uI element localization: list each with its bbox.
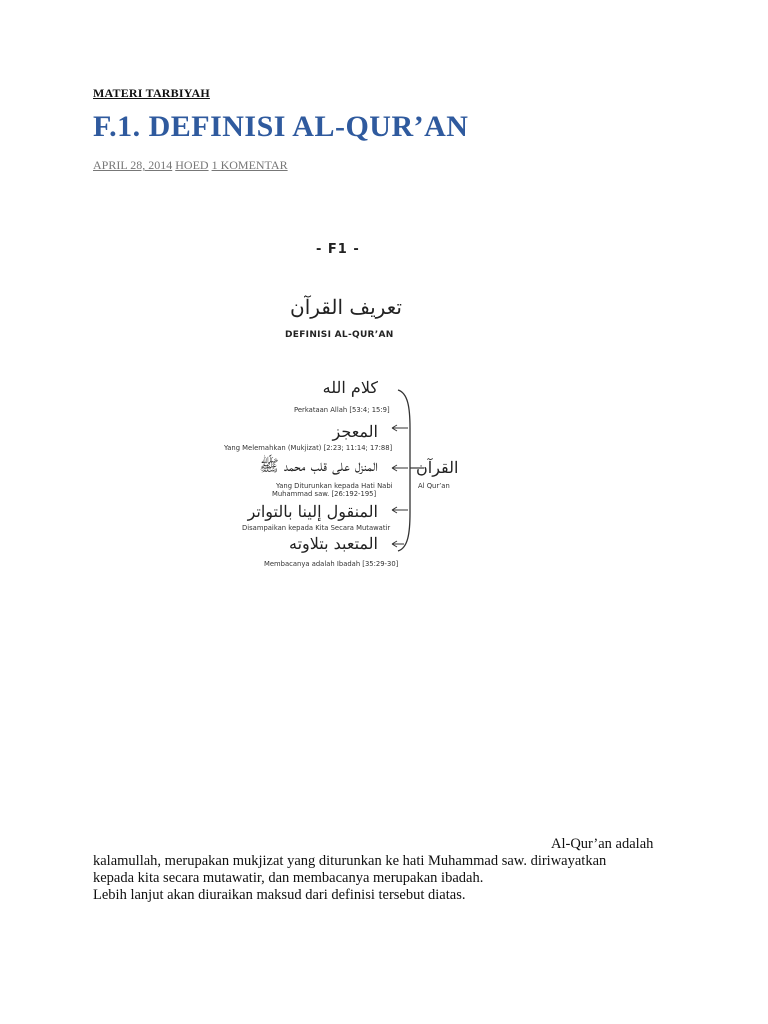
- item-1-translation: Perkataan Allah [53:4; 15:9]: [294, 406, 390, 414]
- item-3-translation-2: Muhammad saw. [26:192-195]: [272, 490, 377, 498]
- post-title: F.1. DEFINISI AL-QUR’AN: [93, 110, 469, 143]
- figure-arabic-title: تعريف القرآن: [290, 295, 402, 319]
- item-5-arabic: المتعبد بتلاوته: [288, 534, 378, 553]
- item-4-translation: Disampaikan kepada Kita Secara Mutawatir: [242, 524, 391, 532]
- category-link[interactable]: MATERI TARBIYAH: [93, 86, 210, 100]
- root-label: Al Qur’an: [418, 482, 450, 490]
- body-line-2: kalamullah, merupakan mukjizat yang diturunkan ke hati Muhammad saw. diriwayatkan: [93, 853, 607, 869]
- post-date-link[interactable]: APRIL 28, 2014: [93, 158, 173, 172]
- item-3-translation: Yang Diturunkan kepada Hati Nabi: [276, 482, 393, 490]
- item-4-arabic: المنقول إلينا بالتواتر: [247, 502, 378, 521]
- body-line-3: kepada kita secara mutawatir, dan membacanya merupakan ibadah.: [93, 870, 484, 886]
- comments-link[interactable]: 1 KOMENTAR: [211, 158, 288, 172]
- figure-heading: DEFINISI AL-QUR’AN: [285, 330, 394, 340]
- post-meta: [93, 158, 288, 173]
- item-5-translation: Membacanya adalah Ibadah [35:29-30]: [264, 560, 399, 568]
- body-line-4: Lebih lanjut akan diuraikan maksud dari definisi tersebut diatas.: [93, 887, 466, 903]
- item-2-arabic: المعجز: [332, 422, 378, 441]
- item-1-arabic: كلام الله: [322, 378, 378, 397]
- item-3-arabic: المنزل على قلب محمد ﷺ: [259, 456, 378, 475]
- definition-figure: [210, 240, 490, 580]
- item-2-translation: Yang Melemahkan (Mukjizat) [2:23; 11:14; 17:88]: [224, 444, 393, 452]
- author-link[interactable]: HOED: [175, 158, 209, 172]
- post-body: [93, 836, 673, 904]
- body-line-1: Al-Qur’an adalah: [551, 836, 654, 852]
- figure-code: - F1 -: [316, 242, 360, 257]
- root-arabic: القرآن: [416, 458, 459, 477]
